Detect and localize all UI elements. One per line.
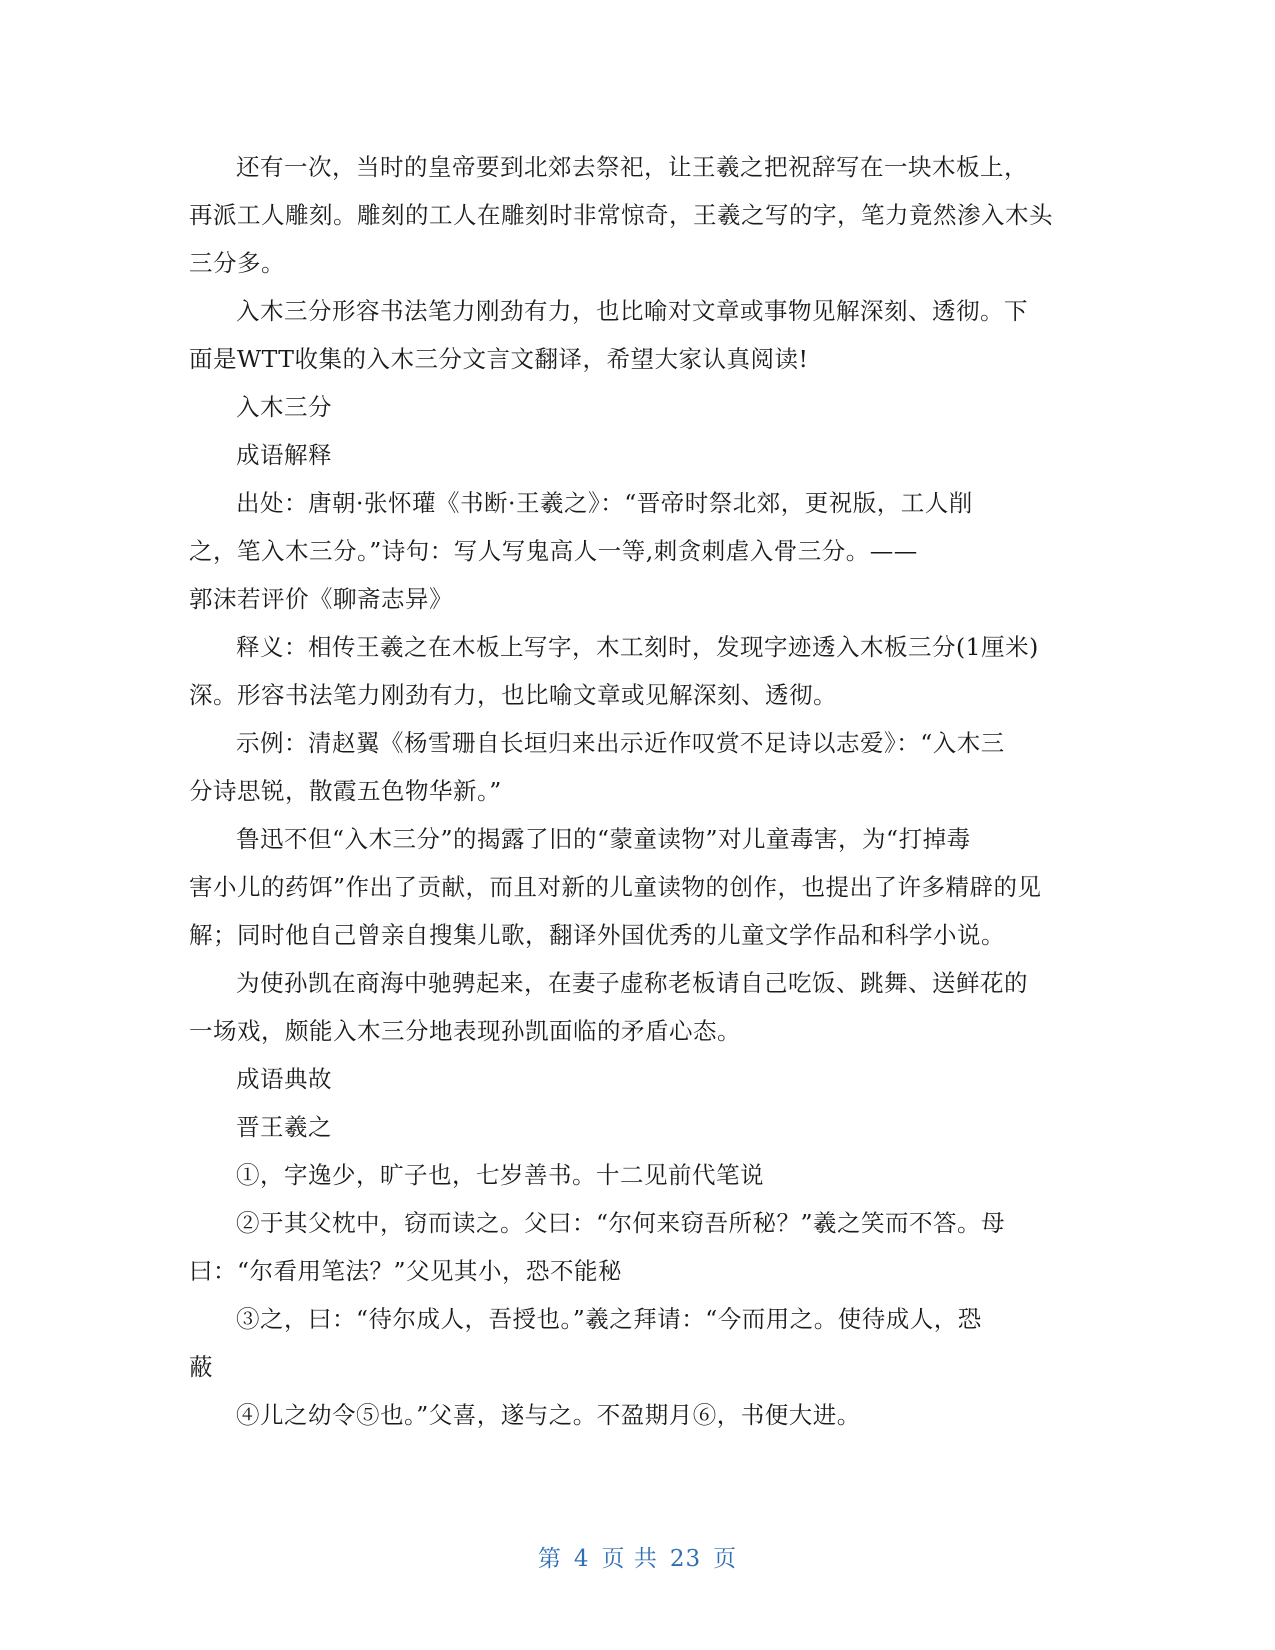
paragraph-line: 晋王羲之 — [236, 1113, 332, 1141]
paragraph — [189, 479, 1086, 623]
paragraph-line: 一场戏，颇能入木三分地表现孙凯面临的矛盾心态。 — [189, 1017, 741, 1045]
paragraph — [189, 1391, 1086, 1439]
document-body — [189, 143, 1086, 1439]
paragraph — [189, 719, 1086, 815]
paragraph — [189, 1055, 1086, 1103]
paragraph-line: ①，字逸少，旷子也，七岁善书。十二见前代笔说 — [236, 1161, 764, 1189]
paragraph — [189, 287, 1086, 383]
paragraph — [189, 815, 1086, 959]
paragraph-line: 成语解释 — [236, 441, 332, 469]
paragraph-line: 之，笔入木三分。”诗句：写人写鬼高人一等,刺贪刺虐入骨三分。—— — [189, 537, 918, 565]
footer-page-number: 4 — [573, 1546, 590, 1572]
paragraph-line: 释义：相传王羲之在木板上写字，木工刻时，发现字迹透入木板三分(1厘米) — [236, 633, 1039, 661]
paragraph-line: 入木三分形容书法笔力刚劲有力，也比喻对文章或事物见解深刻、透彻。下 — [236, 297, 1028, 325]
page-footer — [0, 1540, 1275, 1573]
paragraph — [189, 383, 1086, 431]
paragraph-line: 解；同时他自己曾亲自搜集儿歌，翻译外国优秀的儿童文学作品和科学小说。 — [189, 921, 1005, 949]
paragraph — [189, 1199, 1086, 1295]
paragraph-line: 分诗思锐，散霞五色物华新。” — [189, 777, 502, 805]
paragraph — [189, 959, 1086, 1055]
paragraph-line: 示例：清赵翼《杨雪珊自长垣归来出示近作叹赏不足诗以志爱》：“入木三 — [236, 729, 1005, 757]
paragraph-line: ③之，曰：“待尔成人，吾授也。”羲之拜请：“今而用之。使待成人，恐 — [236, 1305, 982, 1333]
paragraph-line: 郭沫若评价《聊斋志异》 — [189, 585, 453, 613]
paragraph-line: 害小儿的药饵”作出了贡献，而且对新的儿童读物的创作，也提出了许多精辟的见 — [189, 873, 1042, 901]
paragraph-line: 曰：“尔看用笔法？”父见其小，恐不能秘 — [189, 1257, 623, 1285]
paragraph-line: 三分多。 — [189, 249, 285, 277]
paragraph — [189, 1103, 1086, 1151]
paragraph — [189, 1295, 1086, 1391]
paragraph — [189, 143, 1086, 287]
paragraph-line: 面是WTT收集的入木三分文言文翻译，希望大家认真阅读! — [189, 345, 809, 373]
paragraph-line: 深。形容书法笔力刚劲有力，也比喻文章或见解深刻、透彻。 — [189, 681, 837, 709]
footer-suffix: 页 — [713, 1546, 738, 1572]
paragraph-line: 出处：唐朝·张怀瓘《书断·王羲之》：“晋帝时祭北郊，更祝版，工人削 — [236, 489, 973, 517]
paragraph-line: 蔽 — [189, 1353, 213, 1381]
paragraph-line: 入木三分 — [236, 393, 332, 421]
footer-middle: 页 共 — [601, 1546, 658, 1572]
paragraph-line: ②于其父枕中，窃而读之。父曰：“尔何来窃吾所秘？”羲之笑而不答。母 — [236, 1209, 1006, 1237]
footer-prefix: 第 — [537, 1546, 562, 1572]
footer-total-pages: 23 — [669, 1546, 702, 1572]
paragraph-line: 成语典故 — [236, 1065, 332, 1093]
paragraph — [189, 623, 1086, 719]
paragraph — [189, 431, 1086, 479]
paragraph-line: 还有一次，当时的皇帝要到北郊去祭祀，让王羲之把祝辞写在一块木板上， — [236, 153, 1028, 181]
paragraph-line: ④儿之幼令⑤也。”父喜，遂与之。不盈期月⑥，书便大进。 — [236, 1401, 861, 1429]
paragraph-line: 为使孙凯在商海中驰骋起来，在妻子虚称老板请自己吃饭、跳舞、送鲜花的 — [236, 969, 1028, 997]
paragraph — [189, 1151, 1086, 1199]
paragraph-line: 再派工人雕刻。雕刻的工人在雕刻时非常惊奇，王羲之写的字，笔力竟然渗入木头 — [189, 201, 1053, 229]
paragraph-line: 鲁迅不但“入木三分”的揭露了旧的“蒙童读物”对儿童毒害，为“打掉毒 — [236, 825, 971, 853]
